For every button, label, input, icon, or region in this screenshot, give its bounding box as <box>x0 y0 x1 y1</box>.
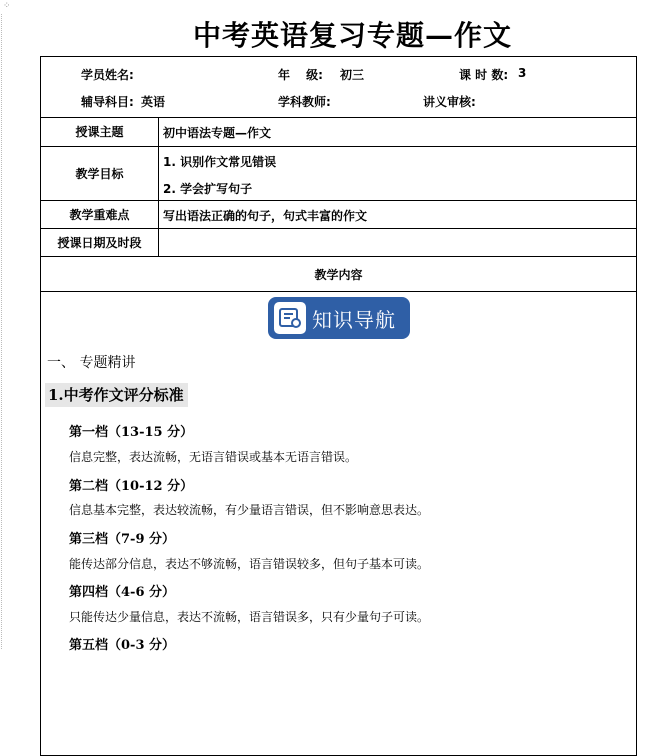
row-date-label: 授课日期及时段 <box>41 229 159 256</box>
knowledge-nav-icon <box>274 302 306 334</box>
subject-label: 辅导科目: <box>81 95 134 109</box>
subsection-heading: 1.中考作文评分标准 <box>45 383 188 407</box>
tier-4-desc: 只能传达少量信息，表达不流畅，语言错误多，只有少量句子可读。 <box>69 610 430 624</box>
tier-2-desc: 信息基本完整，表达较流畅，有少量语言错误，但不影响意思表达。 <box>69 503 430 517</box>
tier-3-desc: 能传达部分信息，表达不够流畅，语言错误较多，但句子基本可读。 <box>69 557 430 571</box>
tier-2-title: 第二档（10-12 分） <box>69 479 194 494</box>
knowledge-nav-badge <box>268 297 410 339</box>
tier-4-title: 第四档（4-6 分） <box>69 585 176 600</box>
content-header: 教学内容 <box>41 257 636 292</box>
knowledge-nav-text: 知识导航 <box>312 307 396 332</box>
page-title: 中考英语复习专题—作文 <box>192 19 512 52</box>
row-topic-label: 授课主题 <box>41 117 159 146</box>
subject-value: 英语 <box>141 95 166 109</box>
tier-1-desc: 信息完整，表达流畅，无语言错误或基本无语言错误。 <box>69 450 358 464</box>
row-goals-label: 教学目标 <box>41 147 159 200</box>
hours-value: 3 <box>518 66 527 80</box>
row-goals-line-2: 2. 学会扩写句子 <box>163 182 253 196</box>
row-key-points-label: 教学重难点 <box>41 201 159 228</box>
student-name-label: 学员姓名: <box>81 68 134 82</box>
anchor-mark-icon: ⁘ <box>3 1 11 11</box>
section-heading: 一、 专题精讲 <box>47 355 136 371</box>
margin-guide <box>1 14 2 649</box>
row-key-points <box>41 201 636 229</box>
review-label: 讲义审核: <box>423 95 476 109</box>
student-info-block <box>41 57 636 118</box>
row-goals-line-1: 1. 识别作文常见错误 <box>163 155 277 169</box>
row-goals <box>41 147 636 201</box>
teacher-label: 学科教师: <box>278 95 331 109</box>
grade-label: 年 级: <box>278 68 323 82</box>
hours-label: 课 时 数: <box>459 68 509 82</box>
row-date-value[interactable] <box>163 229 636 256</box>
tier-5-title: 第五档（0-3 分） <box>69 638 176 653</box>
row-date <box>41 229 636 257</box>
lesson-sheet <box>40 56 637 756</box>
tier-1-title: 第一档（13-15 分） <box>69 425 194 440</box>
row-key-points-value: 写出语法正确的句子，句式丰富的作文 <box>163 209 368 223</box>
tier-3-title: 第三档（7-9 分） <box>69 532 176 547</box>
row-topic <box>41 117 636 147</box>
row-topic-value: 初中语法专题—作文 <box>163 126 272 140</box>
grade-value: 初三 <box>340 68 365 82</box>
